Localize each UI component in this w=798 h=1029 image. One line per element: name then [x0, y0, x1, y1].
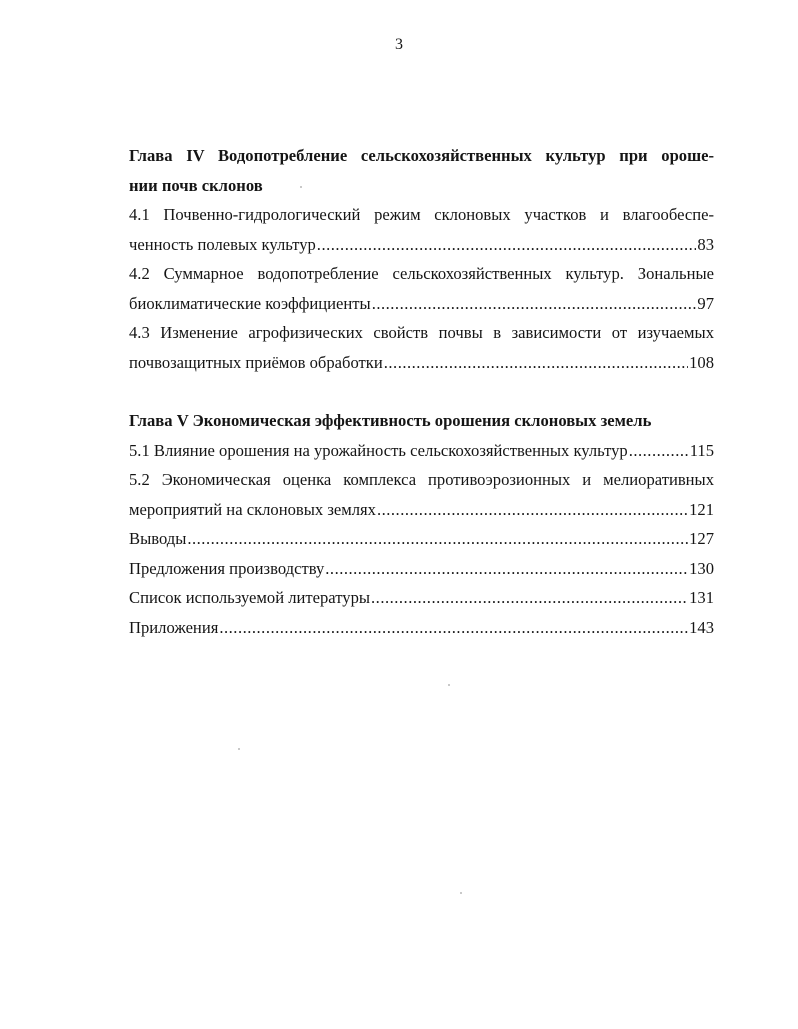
toc-entry-references-page: 131 — [689, 588, 714, 607]
toc-entry-4-1-title: ченность полевых культур — [129, 234, 316, 254]
toc-entry-4-2-page: 97 — [697, 293, 714, 313]
dot-leader — [371, 583, 688, 613]
scan-speck — [448, 684, 450, 686]
toc-entry-references — [129, 583, 714, 613]
toc-entry-4-3-line-2 — [129, 348, 714, 378]
chapter-5-section — [129, 406, 714, 642]
toc-entry-proposals-title: Предложения производству — [129, 558, 325, 578]
toc-entry-conclusions — [129, 524, 714, 554]
toc-entry-4-3-title: почвозащитных приёмов обработки — [129, 352, 383, 372]
dot-leader — [219, 613, 688, 643]
toc-entry-conclusions-title: Выводы — [129, 529, 187, 548]
toc-entry-4-3-page: 108 — [689, 352, 714, 372]
toc-entry-4-2-line-1: 4.2 Суммарное водопотребление сельскохозяйственных культур. Зональные — [129, 264, 714, 283]
toc-entry-5-2-title: мероприятий на склоновых землях — [129, 499, 376, 519]
toc-entry-proposals — [129, 554, 714, 584]
dot-leader — [187, 524, 688, 554]
toc-entry-4-1-page: 83 — [697, 234, 714, 254]
dot-leader — [317, 230, 697, 260]
toc-entry-conclusions-page: 127 — [689, 529, 714, 548]
toc-entry-appendices — [129, 613, 714, 643]
toc-entry-4-1-line-1: 4.1 Почвенно-гидрологический режим склоновых участков и влагообеспе- — [129, 205, 714, 224]
toc-entry-5-1-title: 5.1 Влияние орошения на урожайность сельскохозяйственных культур — [129, 440, 628, 460]
toc-entry-5-2-line-1: 5.2 Экономическая оценка комплекса противоэрозионных и мелиоративных — [129, 470, 714, 489]
toc-entry-5-1 — [129, 436, 714, 466]
toc-entry-4-3-line-1: 4.3 Изменение агрофизических свойств почвы в зависимости от изучаемых — [129, 323, 714, 342]
dot-leader — [629, 436, 689, 466]
chapter-4-heading-line-2: нии почв склонов — [129, 175, 263, 195]
page-number: 3 — [395, 36, 403, 53]
toc-entry-proposals-page: 130 — [689, 558, 714, 578]
scan-speck — [460, 892, 462, 894]
toc-entry-references-title: Список используемой литературы — [129, 588, 371, 607]
scan-speck — [300, 186, 302, 188]
toc-entry-4-1-line-2 — [129, 230, 714, 260]
dot-leader — [384, 348, 688, 378]
chapter-4-heading-line-1: Глава IV Водопотребление сельскохозяйственных культур при ороше- — [129, 146, 714, 165]
scan-speck — [238, 748, 240, 750]
toc-entry-5-1-page: 115 — [689, 440, 714, 460]
dot-leader — [372, 289, 697, 319]
toc-entry-4-2-line-2 — [129, 289, 714, 319]
toc-entry-4-2-title: биоклиматические коэффициенты — [129, 293, 371, 313]
chapter-4-section — [129, 141, 714, 377]
toc-entry-appendices-title: Приложения — [129, 617, 219, 637]
chapter-5-heading: Глава V Экономическая эффективность орошения склоновых земель — [129, 411, 652, 430]
dot-leader — [377, 495, 688, 525]
toc-entry-5-2-line-2 — [129, 495, 714, 525]
toc-entry-5-2-page: 121 — [689, 499, 714, 519]
dot-leader — [325, 554, 688, 584]
toc-entry-appendices-page: 143 — [689, 617, 714, 637]
